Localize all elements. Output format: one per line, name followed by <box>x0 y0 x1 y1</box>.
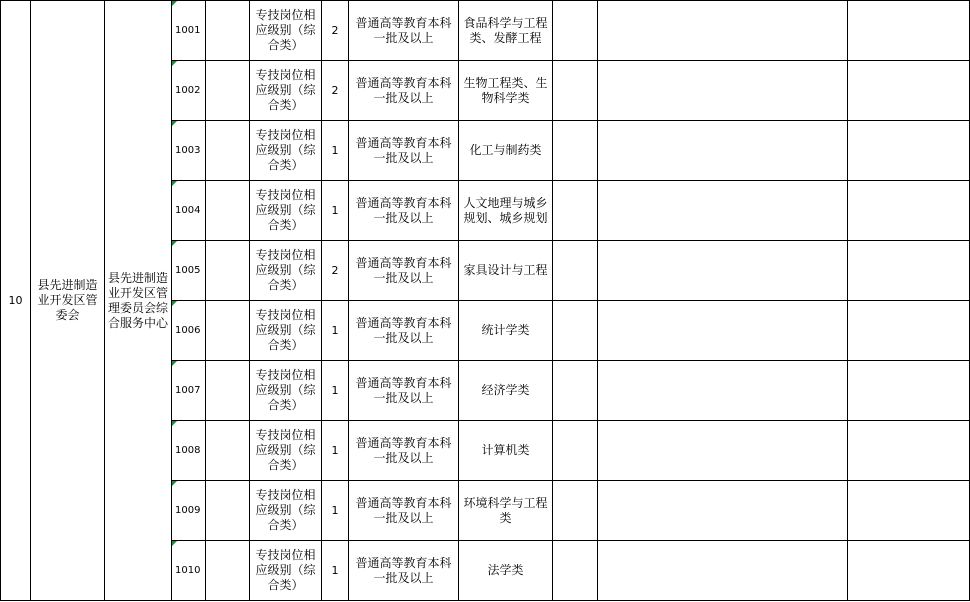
major-cell: 家具设计与工程 <box>459 241 553 301</box>
post-level-cell: 专技岗位相应级别（综合类） <box>250 301 322 361</box>
post-level-cell: 专技岗位相应级别（综合类） <box>250 421 322 481</box>
post-level-cell: 专技岗位相应级别（综合类） <box>250 1 322 61</box>
major-cell: 化工与制药类 <box>459 121 553 181</box>
empty-cell <box>848 361 970 421</box>
table-row <box>1 1 970 61</box>
post-level-cell: 专技岗位相应级别（综合类） <box>250 541 322 601</box>
empty-cell <box>553 541 598 601</box>
empty-cell <box>848 481 970 541</box>
empty-cell <box>848 181 970 241</box>
position-code-cell <box>172 61 206 121</box>
empty-cell <box>598 301 848 361</box>
department-cell: 县先进制造业开发区管委会 <box>31 1 105 601</box>
empty-cell <box>206 541 250 601</box>
post-level-cell: 专技岗位相应级别（综合类） <box>250 361 322 421</box>
hire-count-cell: 1 <box>322 541 349 601</box>
post-level-cell: 专技岗位相应级别（综合类） <box>250 61 322 121</box>
sequence-cell: 10 <box>1 1 31 601</box>
empty-cell <box>848 541 970 601</box>
education-cell: 普通高等教育本科一批及以上 <box>349 301 459 361</box>
empty-cell <box>206 61 250 121</box>
empty-cell <box>206 361 250 421</box>
position-code-cell <box>172 541 206 601</box>
empty-cell <box>598 1 848 61</box>
hire-count-cell: 1 <box>322 121 349 181</box>
position-code: 1008 <box>175 445 201 456</box>
major-cell: 食品科学与工程类、发酵工程 <box>459 1 553 61</box>
empty-cell <box>206 241 250 301</box>
education-cell: 普通高等教育本科一批及以上 <box>349 121 459 181</box>
position-code-cell <box>172 241 206 301</box>
position-code: 1006 <box>175 325 201 336</box>
empty-cell <box>206 121 250 181</box>
position-code: 1007 <box>175 385 201 396</box>
empty-cell <box>598 181 848 241</box>
empty-cell <box>206 481 250 541</box>
position-code-cell <box>172 361 206 421</box>
post-level-cell: 专技岗位相应级别（综合类） <box>250 181 322 241</box>
empty-cell <box>598 61 848 121</box>
comment-marker-icon <box>172 181 177 186</box>
position-code-cell <box>172 421 206 481</box>
comment-marker-icon <box>172 421 177 426</box>
empty-cell <box>206 1 250 61</box>
education-cell: 普通高等教育本科一批及以上 <box>349 241 459 301</box>
position-code: 1003 <box>175 145 201 156</box>
table-body <box>1 1 970 601</box>
empty-cell <box>848 241 970 301</box>
empty-cell <box>553 181 598 241</box>
position-code: 1001 <box>175 25 201 36</box>
comment-marker-icon <box>172 241 177 246</box>
empty-cell <box>598 421 848 481</box>
empty-cell <box>848 301 970 361</box>
position-code-cell <box>172 301 206 361</box>
post-level-cell: 专技岗位相应级别（综合类） <box>250 241 322 301</box>
empty-cell <box>848 1 970 61</box>
position-code: 1010 <box>175 565 201 576</box>
hire-count-cell: 2 <box>322 61 349 121</box>
empty-cell <box>848 61 970 121</box>
empty-cell <box>553 301 598 361</box>
empty-cell <box>553 241 598 301</box>
position-code: 1005 <box>175 265 201 276</box>
empty-cell <box>598 481 848 541</box>
empty-cell <box>598 121 848 181</box>
major-cell: 经济学类 <box>459 361 553 421</box>
empty-cell <box>206 181 250 241</box>
empty-cell <box>553 1 598 61</box>
education-cell: 普通高等教育本科一批及以上 <box>349 481 459 541</box>
empty-cell <box>206 421 250 481</box>
unit-cell: 县先进制造业开发区管理委员会综合服务中心 <box>105 1 172 601</box>
empty-cell <box>206 301 250 361</box>
comment-marker-icon <box>172 361 177 366</box>
position-code-cell <box>172 181 206 241</box>
comment-marker-icon <box>172 1 177 6</box>
major-cell: 计算机类 <box>459 421 553 481</box>
position-code: 1009 <box>175 505 201 516</box>
education-cell: 普通高等教育本科一批及以上 <box>349 61 459 121</box>
empty-cell <box>553 481 598 541</box>
major-cell: 环境科学与工程类 <box>459 481 553 541</box>
position-code-cell <box>172 1 206 61</box>
major-cell: 统计学类 <box>459 301 553 361</box>
hire-count-cell: 2 <box>322 241 349 301</box>
comment-marker-icon <box>172 541 177 546</box>
post-level-cell: 专技岗位相应级别（综合类） <box>250 481 322 541</box>
comment-marker-icon <box>172 61 177 66</box>
empty-cell <box>553 121 598 181</box>
empty-cell <box>553 421 598 481</box>
hire-count-cell: 1 <box>322 421 349 481</box>
major-cell: 法学类 <box>459 541 553 601</box>
major-cell: 生物工程类、生物科学类 <box>459 61 553 121</box>
position-code: 1004 <box>175 205 201 216</box>
empty-cell <box>553 61 598 121</box>
position-code-cell <box>172 481 206 541</box>
position-code: 1002 <box>175 85 201 96</box>
empty-cell <box>598 361 848 421</box>
education-cell: 普通高等教育本科一批及以上 <box>349 181 459 241</box>
position-code-cell <box>172 121 206 181</box>
empty-cell <box>848 421 970 481</box>
education-cell: 普通高等教育本科一批及以上 <box>349 541 459 601</box>
education-cell: 普通高等教育本科一批及以上 <box>349 421 459 481</box>
empty-cell <box>598 241 848 301</box>
hire-count-cell: 1 <box>322 301 349 361</box>
major-cell: 人文地理与城乡规划、城乡规划 <box>459 181 553 241</box>
post-level-cell: 专技岗位相应级别（综合类） <box>250 121 322 181</box>
empty-cell <box>848 121 970 181</box>
empty-cell <box>598 541 848 601</box>
comment-marker-icon <box>172 301 177 306</box>
hire-count-cell: 1 <box>322 481 349 541</box>
hire-count-cell: 1 <box>322 361 349 421</box>
empty-cell <box>553 361 598 421</box>
hire-count-cell: 1 <box>322 181 349 241</box>
comment-marker-icon <box>172 121 177 126</box>
education-cell: 普通高等教育本科一批及以上 <box>349 1 459 61</box>
education-cell: 普通高等教育本科一批及以上 <box>349 361 459 421</box>
hire-count-cell: 2 <box>322 1 349 61</box>
comment-marker-icon <box>172 481 177 486</box>
